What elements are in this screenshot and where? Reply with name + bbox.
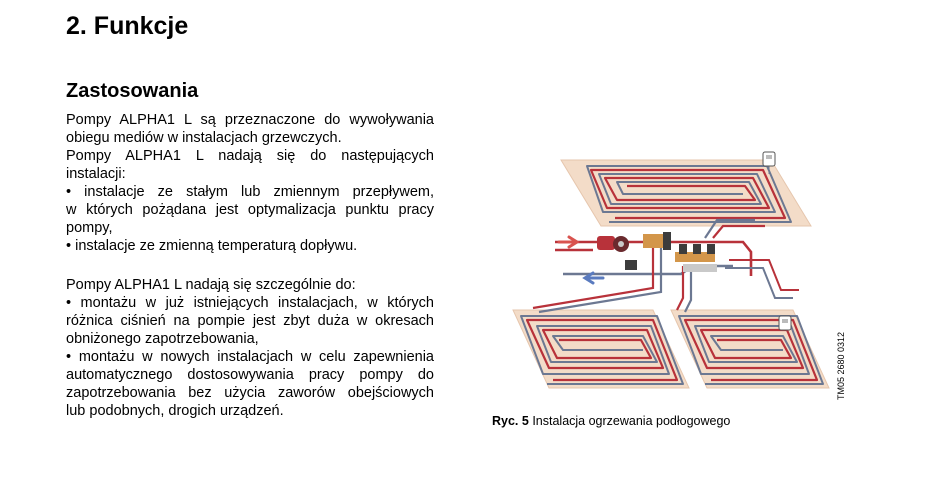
text-line: obniżonego zapotrzebowania, [66, 331, 259, 347]
valve-body [643, 234, 663, 248]
thermostat-icon [763, 152, 775, 166]
figure-code: TM05 2680 0312 [836, 331, 846, 400]
text-line: w których pożądana jest optymalizacja punktu pracy [66, 202, 434, 218]
supply-arrow-icon [559, 237, 577, 247]
manifold-valve [707, 244, 715, 254]
text-line: Pompy ALPHA1 L są przeznaczone do wywoływania [66, 112, 434, 128]
branch-pipe-cold [725, 268, 793, 298]
upper-floor-panel [561, 160, 811, 226]
text-line: lub podobnych, drogich urządzeń. [66, 403, 284, 419]
underfloor-heating-illustration [493, 148, 858, 410]
section-heading: 2. Funkcje [66, 12, 189, 40]
figure-caption-text: Instalacja ogrzewania podłogowego [528, 414, 731, 428]
text-line: instalacji: [66, 166, 126, 182]
manifold-bar [683, 264, 717, 272]
branch-pipe-hot [713, 226, 765, 238]
pump-hub [618, 241, 624, 247]
text-line: • montażu w już istniejących instalacjach, w których [66, 295, 434, 311]
text-line: różnica ciśnień na pompie jest zbyt duża w okresach [66, 313, 434, 329]
thermostat-icon [779, 316, 791, 330]
pump-body [597, 236, 615, 250]
lower-right-floor-panel [671, 310, 829, 388]
text-line: • instalacje ze stałym lub zmiennym przepływem, [66, 184, 434, 200]
text-line: zapotrzebowania bez użycia zaworów obejściowych [66, 385, 434, 401]
text-line: • montażu w nowych instalacjach w celu zapewnienia [66, 349, 434, 365]
text-line: • instalacje ze zmienną temperaturą dopływu. [66, 238, 358, 254]
valve-head [625, 260, 637, 270]
text-line: automatycznego dostosowywania pracy pompy do [66, 367, 434, 383]
paragraph-special-uses [66, 276, 434, 420]
paragraph-applications [66, 111, 434, 255]
subsection-heading: Zastosowania [66, 80, 199, 102]
branch-pipe-hot [677, 266, 683, 310]
valve-actuator [663, 232, 671, 250]
text-line: Pompy ALPHA1 L nadają się do następujących [66, 148, 434, 164]
lower-left-floor-panel [513, 310, 689, 388]
figure-code-container [836, 331, 846, 480]
branch-pipe-cold [685, 266, 691, 312]
manifold-valve [679, 244, 687, 254]
figure-caption [492, 413, 730, 429]
text-line: obiegu mediów w instalacjach grzewczych. [66, 130, 342, 146]
text-line: Pompy ALPHA1 L nadają się szczególnie do: [66, 277, 356, 293]
mixing-valve [625, 232, 671, 270]
manifold-valve [693, 244, 701, 254]
circulator-pump [597, 236, 629, 252]
figure-caption-label: Ryc. 5 [492, 414, 529, 428]
branch-pipe-hot [729, 260, 799, 290]
manifold [675, 244, 717, 272]
text-line: pompy, [66, 220, 113, 236]
